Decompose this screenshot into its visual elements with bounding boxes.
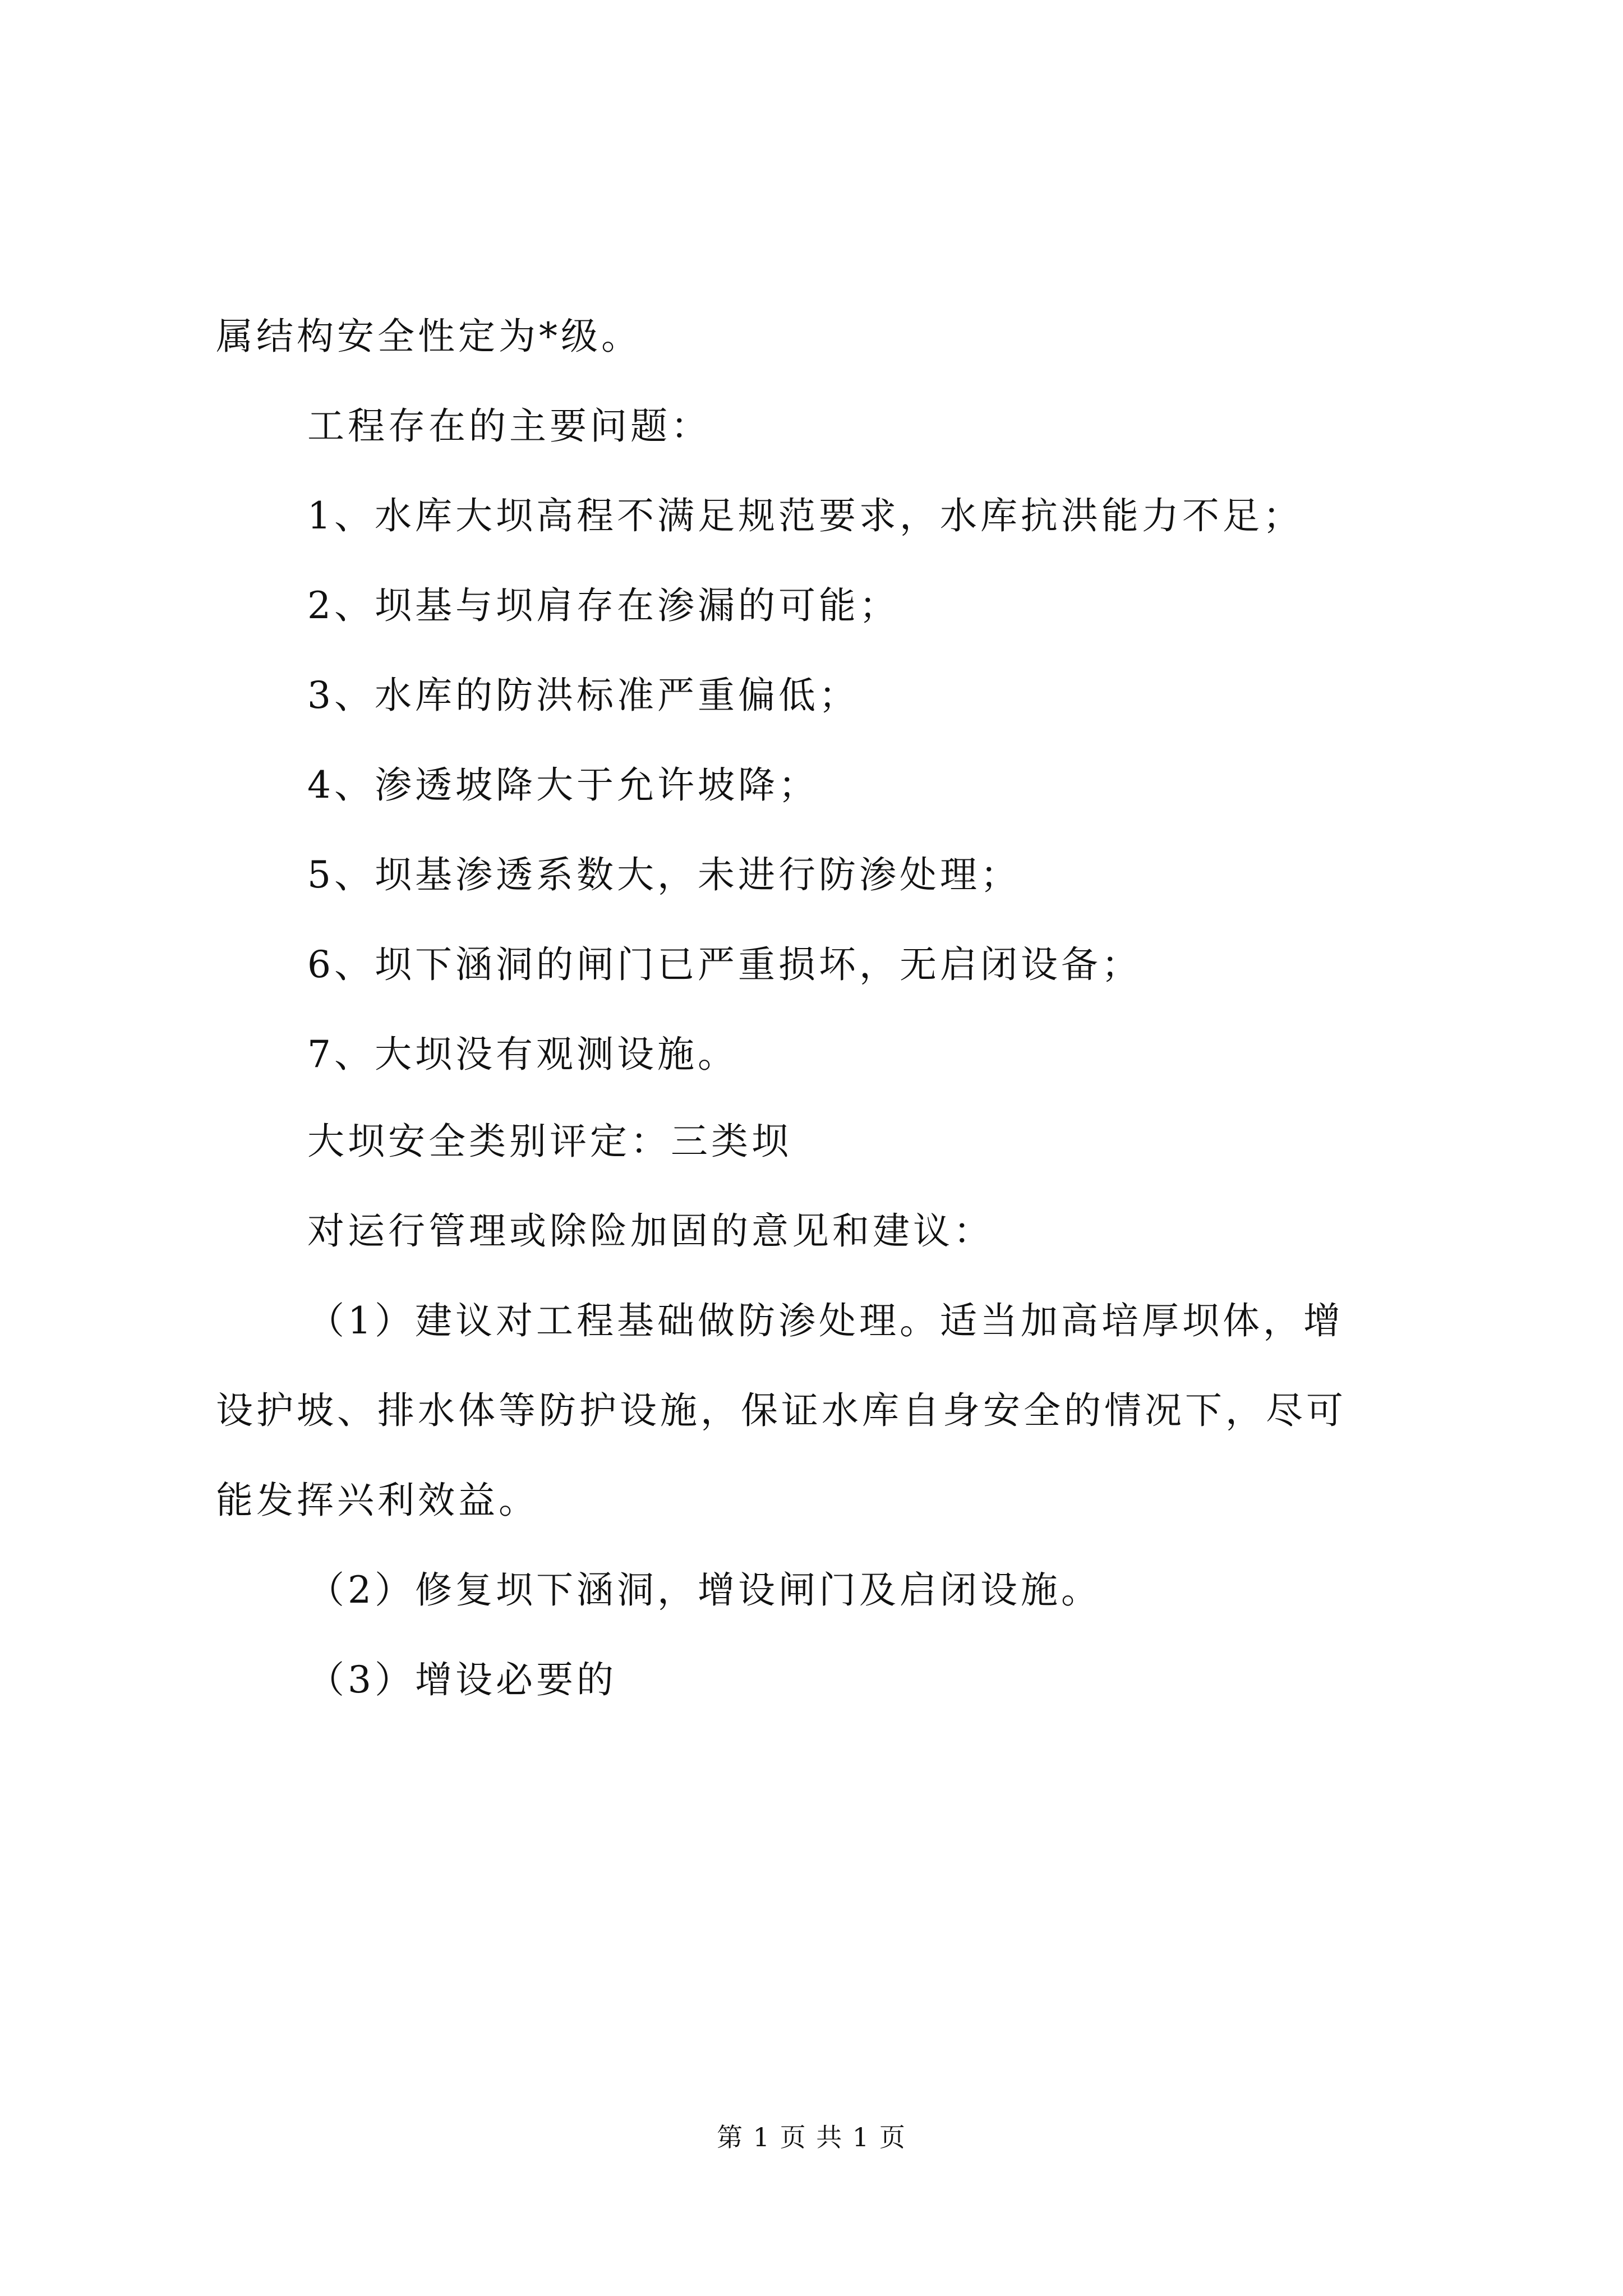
paragraph-line-1: 属结构安全性定为*级。 <box>216 315 642 358</box>
paragraph-line-10: 大坝安全类别评定：三类坝 <box>307 1120 792 1163</box>
paragraph-line-5: 3、水库的防洪标准严重偏低； <box>307 674 859 717</box>
paragraph-line-14: 能发挥兴利效益。 <box>216 1479 539 1522</box>
paragraph-line-7: 5、坝基渗透系数大，未进行防渗处理； <box>307 853 1021 896</box>
paragraph-line-6: 4、渗透坡降大于允许坡降； <box>307 763 819 807</box>
paragraph-line-16: （3）增设必要的 <box>307 1658 617 1701</box>
paragraph-line-12: （1）建议对工程基础做防渗处理。适当加高培厚坝体，增 <box>307 1299 1344 1342</box>
paragraph-line-13: 设护坡、排水体等防护设施，保证水库自身安全的情况下，尽可 <box>216 1389 1347 1432</box>
paragraph-line-3: 1、水库大坝高程不满足规范要求，水库抗洪能力不足； <box>307 494 1303 537</box>
paragraph-line-4: 2、坝基与坝肩存在渗漏的可能； <box>307 584 900 627</box>
paragraph-line-8: 6、坝下涵洞的闸门已严重损坏，无启闭设备； <box>307 943 1142 986</box>
paragraph-line-11: 对运行管理或除险加固的意见和建议： <box>307 1209 994 1253</box>
paragraph-line-15: （2）修复坝下涵洞，增设闸门及启闭设施。 <box>307 1568 1101 1612</box>
paragraph-line-9: 7、大坝没有观测设施。 <box>307 1033 738 1076</box>
page-footer: 第 1 页 共 1 页 <box>717 2122 906 2152</box>
paragraph-line-2: 工程存在的主要问题： <box>307 404 711 448</box>
